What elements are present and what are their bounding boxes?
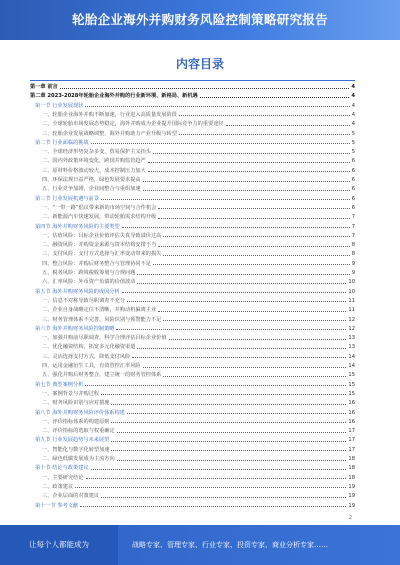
dot-leader	[111, 404, 346, 405]
toc-entry-page: 18	[348, 456, 355, 462]
toc-entry-title: 第五节 海外并购财务风险的成因分析	[35, 288, 120, 295]
dot-leader	[85, 106, 349, 107]
dot-leader	[85, 385, 346, 386]
dot-leader	[122, 292, 347, 293]
dot-leader	[86, 478, 347, 479]
toc-entry-title: 第三节 行业发展机遇与前景	[35, 195, 99, 202]
dot-leader	[163, 255, 349, 256]
toc-entry-page: 7	[351, 214, 355, 221]
page-number: 2	[348, 515, 352, 521]
dot-leader	[137, 283, 346, 284]
toc-entry[interactable]	[30, 232, 355, 240]
toc-entry-page: 5	[351, 139, 355, 146]
toc-entry[interactable]	[30, 111, 355, 119]
toc-entry-title: 一、智能化与数字化转型加速	[42, 446, 110, 453]
toc-entry[interactable]	[30, 381, 355, 389]
toc-heading: 内容目录	[175, 57, 224, 71]
toc-entry-page: 19	[348, 483, 355, 490]
header-banner	[0, 0, 400, 40]
dot-leader	[111, 441, 346, 442]
toc-entry-page: 4	[351, 102, 355, 109]
toc-entry-title: 第九节 行业发展趋势与未来展望	[35, 437, 110, 444]
toc-entry-title: 六、汇率风险：外币资产负债的价值波动	[42, 279, 136, 286]
dot-leader	[158, 311, 346, 312]
toc-entry-title: 第二章 2023-2028年轮胎企业海外并购的行业新环境、新格局、新机遇	[30, 93, 198, 100]
toc-entry-page: 10	[348, 288, 355, 295]
toc-entry[interactable]	[30, 371, 355, 379]
dot-leader	[127, 301, 346, 302]
toc-entry-page: 7	[351, 232, 355, 239]
toc-entry[interactable]	[30, 92, 355, 100]
dot-leader	[153, 264, 350, 265]
dot-leader	[117, 432, 347, 433]
toc-entry-page: 14	[348, 363, 355, 369]
toc-entry-title: 三、财务管理体系不完善，风险识别与预警能力不足	[42, 316, 162, 323]
toc-entry-title: 三、原材料价格波动较大，成本控制压力加大	[42, 167, 146, 174]
toc-entry-title: 二、企业自身战略定位不清晰，并购动机偏离主业	[42, 307, 157, 314]
dot-leader	[60, 88, 350, 89]
toc-entry-title: 二、绿色低碳发展成为主流方向	[42, 456, 115, 462]
dot-leader	[91, 143, 350, 144]
dot-leader	[163, 376, 346, 377]
report-title: 轮胎企业海外并购财务风险控制策略研究报告	[71, 12, 328, 27]
toc-entry[interactable]	[30, 241, 355, 249]
toc-entry-page: 14	[348, 353, 355, 360]
toc-entry-page: 4	[351, 111, 355, 118]
toc-entry-title: 一、全球经济形势复杂多变，贸易保护主义抬头	[42, 149, 151, 156]
toc-entry[interactable]	[30, 297, 355, 305]
dot-leader	[163, 320, 346, 321]
toc-entry-title: 二、财务风险识别与应对措施	[42, 400, 110, 407]
toc-entry-title: 五、强化并购后财务整合，建立统一的财务管控体系	[42, 372, 162, 379]
dot-leader	[179, 134, 350, 135]
dot-leader	[226, 125, 350, 126]
toc-entry-page: 11	[348, 297, 355, 304]
toc-entry-page: 5	[351, 130, 355, 137]
toc-entry-page: 6	[351, 195, 355, 202]
toc-entry[interactable]	[30, 316, 355, 324]
toc-entry-title: 一、“一带一路”倡议带来新的市场空间与合作机会	[42, 204, 157, 211]
toc-entry-title: 五、行业竞争加剧，企业间整合与重组加速	[42, 186, 141, 193]
toc-entry[interactable]	[30, 176, 355, 184]
toc-entry-title: 四、运用金融衍生工具，有效管控汇率风险	[42, 363, 141, 369]
toc-entry-page: 15	[348, 372, 355, 379]
toc-entry[interactable]	[30, 306, 355, 314]
toc-entry-title: 一、案例背景与并购过程	[42, 390, 100, 397]
toc-entry-page: 13	[348, 335, 355, 342]
toc-entry[interactable]	[30, 120, 355, 128]
toc-entry[interactable]	[30, 436, 355, 444]
toc-entry[interactable]	[30, 325, 355, 333]
toc-entry-page: 10	[348, 279, 355, 286]
toc-entry[interactable]	[30, 390, 355, 398]
toc-entry-page: 5	[351, 149, 355, 156]
toc-entry-page: 16	[348, 400, 355, 407]
dot-leader	[111, 422, 346, 423]
toc-entry-page: 9	[351, 260, 355, 267]
toc-entry[interactable]	[30, 102, 355, 110]
toc-entry-title: 一、估值风险：目标企业价值评估失真导致溢价过高	[42, 232, 162, 239]
toc-entry-page: 19	[348, 493, 355, 500]
toc-entry-title: 二、优化融资结构，拓宽多元化融资渠道	[42, 344, 136, 351]
dot-leader	[91, 469, 347, 470]
dot-leader	[148, 162, 350, 163]
toc-entry[interactable]	[30, 483, 355, 491]
toc-entry-page: 4	[351, 84, 355, 90]
dot-leader	[127, 413, 347, 414]
toc-entry[interactable]	[30, 83, 355, 91]
toc-entry-page: 15	[348, 390, 355, 397]
toc-entry[interactable]	[30, 148, 355, 156]
toc-entry-page: 18	[348, 465, 355, 472]
dot-leader	[143, 181, 350, 182]
toc-entry[interactable]	[30, 409, 355, 417]
toc-entry[interactable]	[30, 446, 355, 454]
toc-entry[interactable]	[30, 204, 355, 212]
dot-leader	[158, 218, 350, 219]
footer-banner	[0, 525, 400, 565]
toc-entry-title: 第七节 典型案例分析	[35, 381, 84, 388]
toc-entry[interactable]	[30, 399, 355, 407]
toc-entry[interactable]	[30, 130, 355, 138]
toc-entry-title: 二、政策建议	[42, 483, 74, 490]
toc-entry-title: 第六节 海外并购财务风险控制策略	[35, 325, 115, 332]
toc-entry-page: 12	[348, 325, 355, 332]
toc-entry-page: 13	[348, 344, 355, 351]
toc-entry-title: 第四节 海外并购财务风险的主要类型	[35, 223, 120, 230]
toc-entry-title: 一、评价指标体系的构建原则	[42, 418, 110, 425]
dot-leader	[148, 171, 350, 172]
footer-tagline: 战略专家、管理专家、行业专家、投资专家、商业分析专家……	[132, 541, 328, 549]
toc-entry-title: 四、环保法规日益严格，绿色发展要求提高	[42, 177, 141, 183]
toc-entry-title: 三、灵活选择支付方式，降低支付风险	[42, 353, 131, 360]
toc-entry-title: 四、整合风险：并购后财务整合与管理协同不足	[42, 260, 151, 267]
toc-entry-title: 二、国内外政策环境变化，跨国并购监管趋严	[42, 158, 146, 165]
toc-entry-title: 二、融资风险：并购资金来源与资本结构安排不当	[42, 242, 157, 249]
toc-entry[interactable]	[30, 362, 355, 370]
toc-entry[interactable]	[30, 157, 355, 165]
toc-entry-page: 8	[351, 251, 355, 258]
toc-entry-page: 6	[351, 167, 355, 174]
toc-entry[interactable]	[30, 269, 355, 277]
dot-leader	[101, 497, 346, 498]
toc-entry-title: 二、新能源汽车快速发展，带动轮胎需求结构升级	[42, 214, 157, 221]
toc-entry-title: 第十一节 参考文献	[35, 502, 79, 509]
toc-entry[interactable]	[30, 213, 355, 221]
dot-leader	[143, 190, 350, 191]
dot-leader	[137, 348, 346, 349]
toc-entry-page: 19	[348, 502, 355, 509]
toc-entry-page: 7	[351, 223, 355, 230]
toc-entry-title: 一、信息不对称导致尽职调查不充分	[42, 297, 126, 304]
toc-entry-title: 第一章 前言	[30, 84, 58, 90]
toc-entry-page: 6	[351, 158, 355, 165]
toc-entry-title: 一、轮胎企业海外并购不断加速，行业进入高质量发展阶段	[42, 111, 177, 118]
toc-entry-title: 第八节 海外并购财务风险评价体系构建	[35, 409, 125, 416]
toc-entry-title: 三、支付风险：支付方式选择与汇率变动带来的损失	[42, 251, 162, 258]
toc-entry-page: 18	[348, 474, 355, 481]
toc-entry[interactable]	[30, 343, 355, 351]
toc-entry-page: 17	[348, 446, 355, 453]
toc-entry[interactable]	[30, 474, 355, 482]
dot-leader	[137, 274, 349, 275]
toc-entry-title: 第十节 结论与政策建议	[35, 465, 89, 472]
table-of-contents	[30, 83, 355, 515]
dot-leader	[122, 227, 350, 228]
toc-entry-title: 五、税务风险：跨境税收筹划与合规问题	[42, 270, 136, 276]
toc-entry-page: 17	[348, 437, 355, 444]
toc-entry[interactable]	[30, 139, 355, 147]
toc-entry[interactable]	[30, 353, 355, 361]
toc-entry-title: 一、主要研究结论	[42, 474, 84, 481]
toc-entry[interactable]	[30, 288, 355, 296]
toc-entry[interactable]	[30, 418, 355, 426]
toc-entry-page: 11	[348, 307, 355, 314]
dot-leader	[179, 115, 350, 116]
toc-entry[interactable]	[30, 195, 355, 203]
toc-entry[interactable]	[30, 223, 355, 231]
toc-entry[interactable]	[30, 502, 355, 510]
toc-entry[interactable]	[30, 455, 355, 463]
toc-entry-page: 8	[351, 242, 355, 249]
dot-leader	[132, 357, 346, 358]
toc-entry-page: 6	[351, 186, 355, 193]
dot-leader	[153, 153, 350, 154]
dot-leader	[143, 367, 347, 368]
divider	[30, 80, 355, 81]
toc-entry-title: 二、评价指标的选取与权重确定	[42, 428, 115, 435]
toc-entry-page: 17	[348, 428, 355, 435]
toc-entry-page: 16	[348, 409, 355, 416]
toc-entry-page: 4	[351, 93, 355, 100]
toc-entry[interactable]	[30, 250, 355, 258]
dot-leader	[158, 246, 350, 247]
toc-entry-page: 4	[351, 121, 355, 128]
footer-slogan: 让每个人都能成为	[29, 540, 89, 549]
dot-leader	[163, 236, 349, 237]
dot-leader	[80, 506, 346, 507]
toc-entry-page: 9	[351, 270, 355, 276]
dot-leader	[101, 199, 350, 200]
dot-leader	[200, 97, 350, 98]
dot-leader	[75, 487, 346, 488]
toc-entry[interactable]	[30, 427, 355, 435]
toc-entry-page: 6	[351, 177, 355, 183]
toc-entry-title: 第一节 行业发展现状	[35, 102, 84, 109]
dot-leader	[158, 208, 349, 209]
toc-entry-title: 三、企业层面的对策建议	[42, 493, 100, 500]
dot-leader	[169, 339, 347, 340]
toc-entry[interactable]	[30, 464, 355, 472]
toc-entry[interactable]	[30, 278, 355, 286]
toc-entry[interactable]	[30, 260, 355, 268]
toc-entry-title: 三、轮胎企业发展战略调整，海外并购助力产业升级与转型	[42, 130, 177, 137]
toc-entry[interactable]	[30, 492, 355, 500]
dot-leader	[101, 394, 346, 395]
toc-entry-title: 一、加强并购前尽职调查，科学合理评估目标企业价值	[42, 335, 167, 342]
toc-entry-page: 15	[348, 381, 355, 388]
toc-entry-title: 第二节 行业面临的挑战	[35, 139, 89, 146]
toc-entry-title: 二、全球轮胎市场发展态势稳定，海外并购成为企业提升国际竞争力的重要途径	[42, 121, 224, 128]
toc-entry[interactable]	[30, 334, 355, 342]
dot-leader	[117, 460, 347, 461]
dot-leader	[111, 450, 346, 451]
toc-entry-page: 6	[351, 204, 355, 211]
toc-entry-page: 16	[348, 418, 355, 425]
toc-entry[interactable]	[30, 167, 355, 175]
toc-entry[interactable]	[30, 185, 355, 193]
toc-entry-page: 12	[348, 316, 355, 323]
dot-leader	[116, 329, 346, 330]
